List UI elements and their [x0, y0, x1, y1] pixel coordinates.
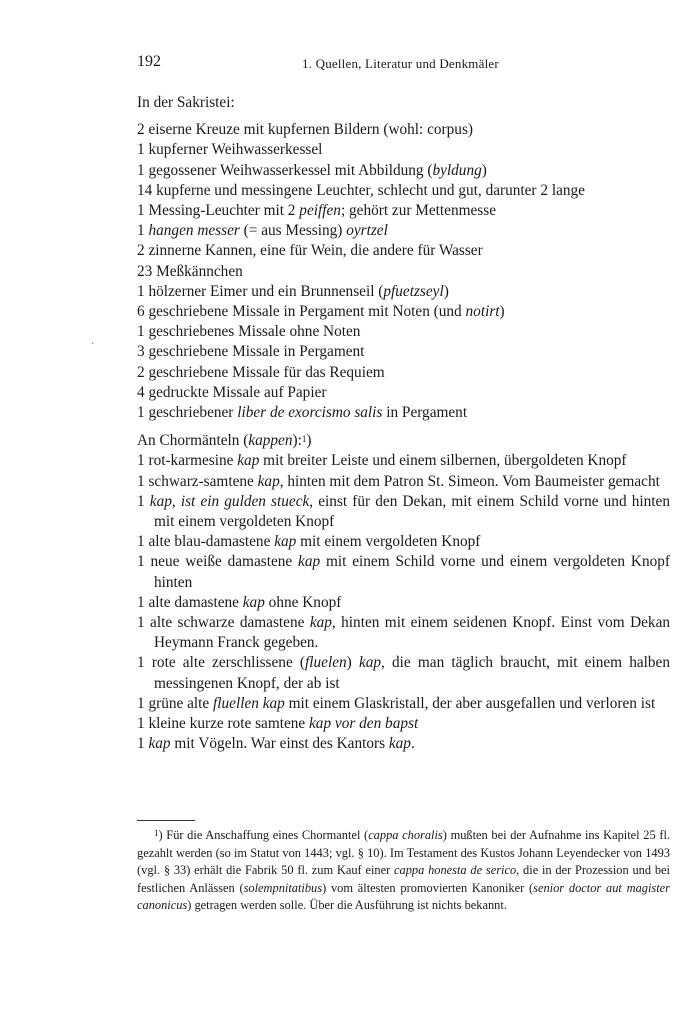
footnote-marker: 1 — [154, 828, 159, 838]
text-run: ) — [346, 654, 359, 672]
italic-term: kap — [257, 472, 280, 490]
text-run: ) getragen werden solle. Über die Ausführung ist nichts bekannt. — [187, 898, 507, 913]
text-run: 2 eiserne Kreuze mit kupfernen Bildern (wohl: corpus) — [137, 121, 473, 139]
running-head: 1. Quellen, Literatur und Denkmäler — [302, 56, 499, 71]
inventory-item — [137, 342, 670, 362]
text-run: 6 geschriebene Missale in Pergament mit Noten (und — [137, 303, 466, 321]
text-run: 1 schwarz-samtene — [137, 472, 258, 490]
inventory-item — [137, 383, 670, 403]
italic-term: kap, ist ein gulden stueck — [149, 492, 310, 510]
text-run: 1 hölzerner Eimer und ein Brunnenseil ( — [137, 282, 384, 300]
text-run: ) mußten bei der Aufnahme ins Kapitel 25 fl. gezahlt werden (so im Statut von 1443; vgl. § 10). Im Testament des Kustos Johann Leyendecker von 1493 (vgl. § 33) erhält die Fabrik 50 fl. zum Kauf einer — [137, 828, 670, 878]
inventory-item — [137, 302, 670, 322]
cope-item — [137, 653, 670, 693]
italic-term: kap — [358, 654, 382, 672]
italic-term: kap — [298, 553, 321, 571]
inventory-item — [137, 161, 670, 181]
text-run: ) — [481, 161, 487, 179]
text-run: 14 kupferne und messingene Leuchter, schlecht und gut, darunter 2 lange — [137, 181, 585, 199]
italic-term: kap — [148, 735, 171, 753]
page-header — [137, 53, 670, 75]
inventory-item — [137, 403, 670, 423]
italic-term: peiffen — [299, 202, 341, 220]
inventory-item — [137, 241, 670, 261]
text-run: , die in der Prozession und bei festlichen Anlässen ( — [137, 863, 670, 895]
text-run: mit einem vergoldeten Knopf — [296, 533, 481, 551]
copes-list — [137, 451, 670, 754]
italic-term: oyrtzel — [346, 222, 388, 240]
cope-item — [137, 492, 670, 532]
text-run: , einst für den Dekan, mit einem Schild vorne und hinten mit einem vergoldeten Knopf — [154, 492, 670, 531]
text-run: (= aus Messing) — [239, 222, 347, 240]
italic-term: kap — [237, 452, 260, 470]
text-run: ) vom ältesten promovierten Kanoniker ( — [322, 880, 534, 895]
italic-term: senior doctor aut magister canonicus — [137, 880, 670, 913]
cope-item — [137, 613, 670, 653]
text-run: 1 rote alte zerschlissene ( — [137, 654, 306, 672]
page-number: 192 — [137, 53, 161, 70]
italic-term: byldung — [432, 161, 482, 179]
inventory-item — [137, 181, 670, 201]
footnote-rule — [137, 820, 195, 821]
inventory-item — [137, 120, 670, 140]
text-run: mit einem Glaskristall, der aber ausgefallen und verloren ist — [284, 694, 656, 712]
italic-term: kap — [274, 533, 297, 551]
inventory-item — [137, 221, 670, 241]
text-run: 1 rot-karmesine — [137, 452, 238, 470]
italic-term: kap — [309, 614, 332, 632]
sacristy-list — [137, 120, 670, 423]
cope-item — [137, 472, 670, 492]
italic-term: liber de exorcismo salis — [237, 404, 383, 422]
text-run: ) — [306, 432, 312, 450]
cope-item — [137, 734, 670, 754]
text-run: 2 geschriebene Missale für das Requiem — [137, 363, 385, 381]
text-run: mit Vögeln. War einst des Kantors — [170, 735, 389, 753]
italic-term: kappen — [248, 432, 293, 450]
text-run: ; gehört zur Mettenmesse — [340, 202, 496, 220]
text-run: ) Für die Anschaffung eines Chormantel ( — [158, 828, 369, 842]
text-run: mit breiter Leiste und einem silbernen, übergoldeten Knopf — [259, 452, 627, 470]
text-run: ): — [292, 432, 302, 450]
footnote — [137, 827, 670, 915]
inventory-item — [137, 282, 670, 302]
italic-term: cappa choralis — [368, 828, 443, 842]
italic-term: fluelen — [305, 654, 347, 672]
inventory-item — [137, 363, 670, 383]
text-run: mit einem Schild vorne und einem vergoldeten Knopf hinten — [154, 553, 670, 591]
text-run: . — [410, 735, 415, 753]
text-run: 1 alte schwarze damastene — [137, 614, 310, 632]
italic-term: fluellen kap — [213, 694, 285, 712]
italic-term: pfuetzseyl — [383, 282, 444, 300]
cope-item — [137, 552, 670, 592]
text-run: , hinten mit einem seidenen Knopf. Einst vom Dekan Heymann Franck gegeben. — [154, 614, 671, 652]
cope-item — [137, 694, 670, 714]
text-run: ohne Knopf — [264, 593, 342, 611]
italic-term: solempnitatibus — [243, 880, 323, 895]
italic-term: cappa honesta de serico — [394, 863, 517, 878]
text-run: in Pergament — [382, 404, 468, 422]
inventory-item — [137, 262, 670, 282]
text-run: 1 — [137, 735, 149, 753]
italic-term: hangen messer — [148, 222, 240, 240]
cope-item — [137, 714, 670, 734]
text-run: , hinten mit dem Patron St. Simeon. Vom Baumeister gemacht — [279, 472, 660, 490]
text-run: 1 gegossener Weihwasserkessel mit Abbildung ( — [137, 161, 433, 179]
italic-term: kap vor den bapst — [309, 715, 419, 733]
text-run: 3 geschriebene Missale in Pergament — [137, 343, 365, 361]
text-run: 1 geschriebenes Missale ohne Noten — [137, 323, 361, 341]
footnote-marker: 1 — [301, 434, 307, 445]
text-run: 23 Meßkännchen — [137, 262, 243, 280]
text-run: 1 — [137, 492, 150, 510]
italic-term: kap — [388, 735, 411, 753]
text-run: 1 neue weiße damastene — [137, 553, 299, 571]
inventory-item — [137, 322, 670, 342]
cope-item — [137, 451, 670, 471]
inventory-item — [137, 140, 670, 160]
cope-item — [137, 532, 670, 552]
copes-heading — [137, 431, 670, 451]
text-run: 1 Messing-Leuchter mit 2 — [137, 202, 300, 220]
text-run: ) — [443, 282, 449, 300]
text-run: 1 kupferner Weihwasserkessel — [137, 141, 323, 159]
text-run: 1 kleine kurze rote samtene — [137, 715, 310, 733]
text-run: 2 zinnerne Kannen, eine für Wein, die andere für Wasser — [137, 242, 483, 260]
italic-term: notirt — [465, 303, 500, 321]
text-run: , die man täglich braucht, mit einem halben messingenen Knopf, der ab ist — [154, 654, 670, 692]
text-run: 1 grüne alte — [137, 694, 214, 712]
sacristy-heading: In der Sakristei: — [137, 94, 235, 111]
text-run: An Chormänteln ( — [137, 432, 249, 450]
text-run: ) — [499, 303, 505, 321]
text-run: 1 alte damastene — [137, 593, 243, 611]
text-run: 1 geschriebener — [137, 404, 238, 422]
inventory-item — [137, 201, 670, 221]
italic-term: kap — [242, 593, 265, 611]
text-run: 4 gedruckte Missale auf Papier — [137, 383, 327, 401]
margin-mark: · — [91, 339, 95, 350]
main-text — [137, 93, 670, 755]
text-run: 1 — [137, 222, 149, 240]
text-run: 1 alte blau-damastene — [137, 533, 275, 551]
cope-item — [137, 593, 670, 613]
